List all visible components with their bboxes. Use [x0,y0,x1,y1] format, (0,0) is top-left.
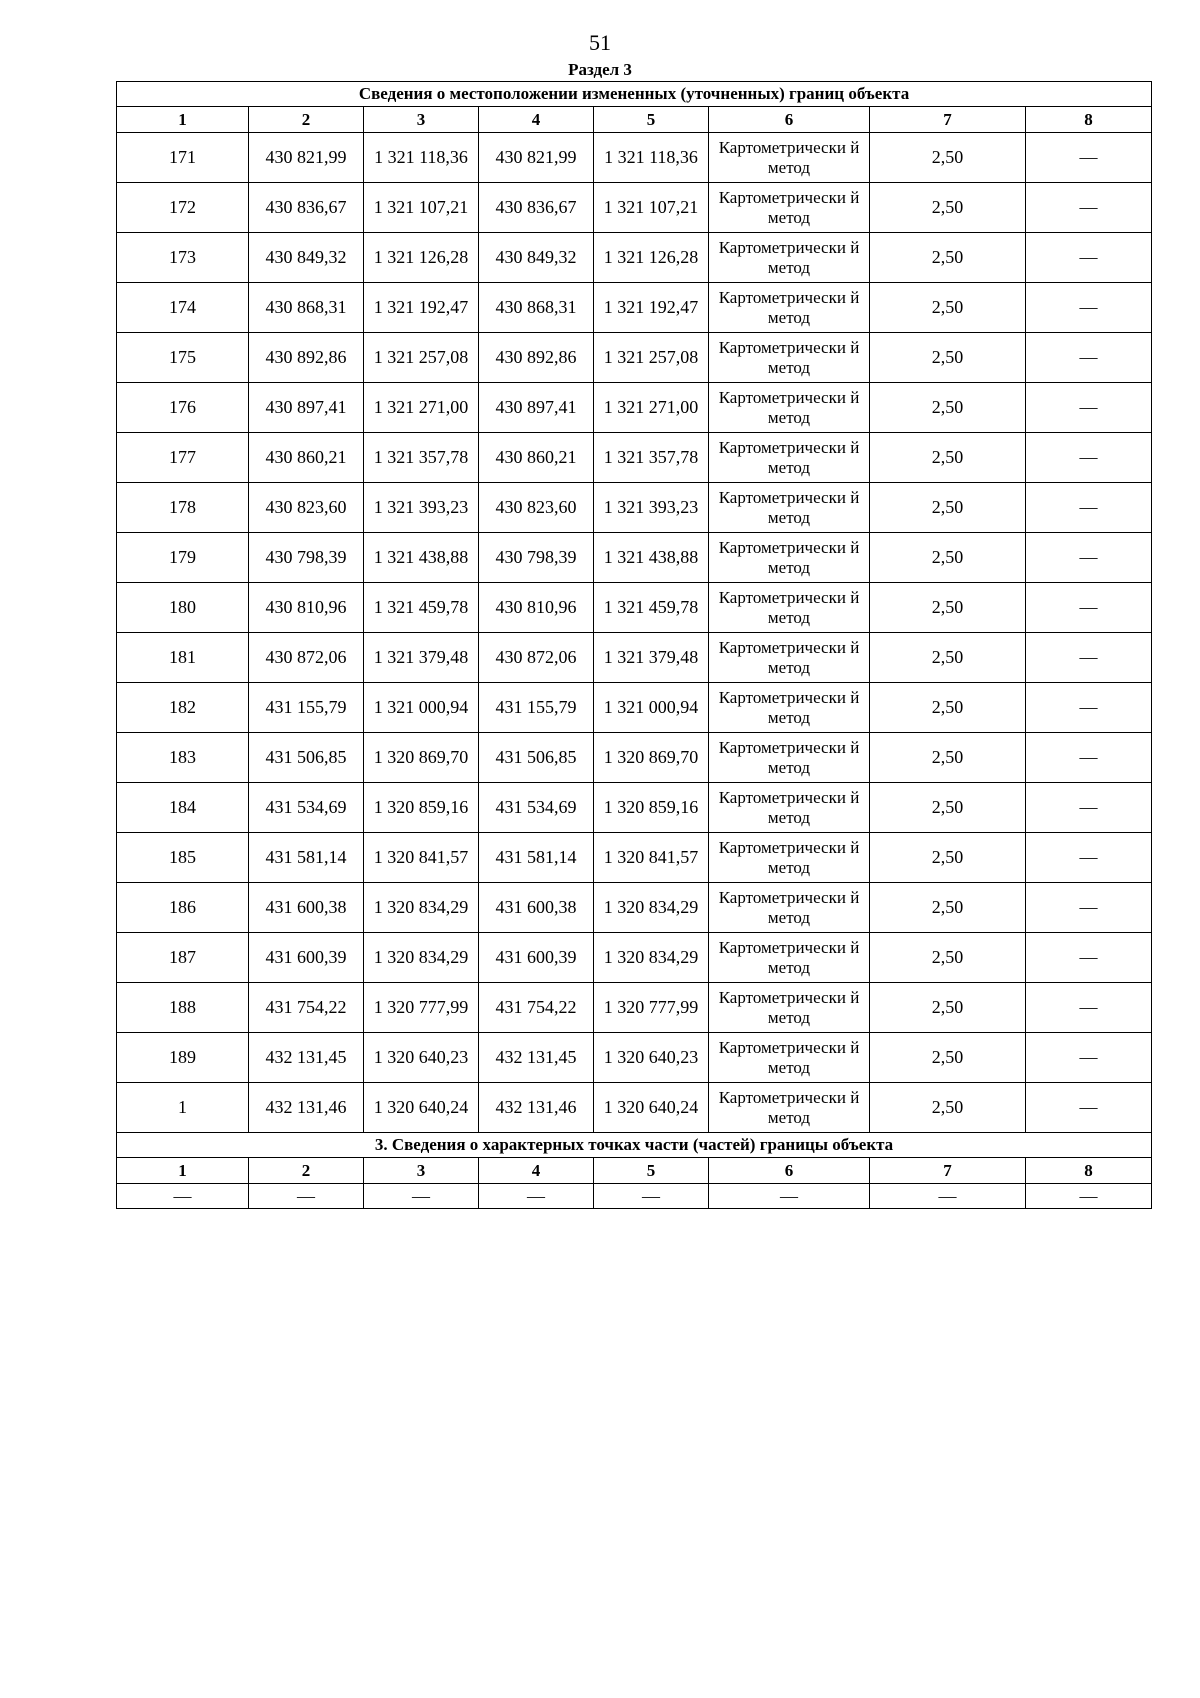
column-number-header: 1 [117,107,249,133]
table-cell: 2,50 [870,983,1026,1033]
table-cell: Картометрически й метод [709,283,870,333]
table-cell: 175 [117,333,249,383]
table-cell: 181 [117,633,249,683]
table-cell: 173 [117,233,249,283]
table-row [117,883,1152,933]
table-cell: — [1026,283,1152,333]
table-cell: 431 506,85 [479,733,594,783]
table-cell: 2,50 [870,783,1026,833]
table-cell: 176 [117,383,249,433]
table-cell: 2,50 [870,933,1026,983]
table-cell: 1 320 859,16 [594,783,709,833]
table-row [117,383,1152,433]
table-cell: 1 321 393,23 [364,483,479,533]
table-cell: 1 320 777,99 [594,983,709,1033]
table-cell: 431 754,22 [249,983,364,1033]
table-cell: 1 321 126,28 [364,233,479,283]
section-title: Раздел 3 [568,60,632,79]
table-row [117,983,1152,1033]
table-cell: Картометрически й метод [709,1083,870,1133]
table-cell: 430 860,21 [249,433,364,483]
table-cell: Картометрически й метод [709,533,870,583]
table-row [117,433,1152,483]
table-cell: 430 868,31 [249,283,364,333]
table1-title: Сведения о местоположении измененных (уточненных) границ объекта [117,82,1152,107]
table-cell: 431 600,38 [249,883,364,933]
table-cell: 1 320 834,29 [364,933,479,983]
column-number-header: 8 [1026,107,1152,133]
table-cell: 1 321 192,47 [594,283,709,333]
table-row [117,233,1152,283]
table-cell: 430 892,86 [249,333,364,383]
table-cell: Картометрически й метод [709,483,870,533]
table-cell: 187 [117,933,249,983]
table-cell: 1 321 000,94 [364,683,479,733]
table-row [117,633,1152,683]
table-cell: 2,50 [870,833,1026,883]
table-cell: 430 849,32 [249,233,364,283]
column-number-header: 1 [117,1158,249,1184]
table-cell: — [1026,183,1152,233]
table-cell: 430 798,39 [249,533,364,583]
table-cell: 171 [117,133,249,183]
table-cell: 178 [117,483,249,533]
column-number-header: 5 [594,1158,709,1184]
table-cell: 431 581,14 [249,833,364,883]
table-cell: 1 [117,1083,249,1133]
table-cell: 2,50 [870,383,1026,433]
table-cell: 1 321 192,47 [364,283,479,333]
table-cell: 2,50 [870,133,1026,183]
table-cell: 430 823,60 [249,483,364,533]
table-cell: 430 849,32 [479,233,594,283]
table-cell: — [1026,583,1152,633]
table-cell: 2,50 [870,1083,1026,1133]
table-cell: — [1026,883,1152,933]
table-cell: — [1026,833,1152,883]
table-cell: — [870,1184,1026,1209]
table-cell: — [709,1184,870,1209]
column-number-header: 7 [870,107,1026,133]
column-number-header: 8 [1026,1158,1152,1184]
table-cell: 2,50 [870,1033,1026,1083]
table-cell: 1 320 869,70 [594,733,709,783]
table-cell: 2,50 [870,683,1026,733]
table-row [117,283,1152,333]
table-cell: 1 320 640,24 [364,1083,479,1133]
table-cell: 2,50 [870,633,1026,683]
table1-title-row [117,82,1152,107]
table-cell: 2,50 [870,483,1026,533]
table-cell: 1 321 271,00 [594,383,709,433]
table-cell: 1 320 834,29 [594,883,709,933]
column-number-header: 7 [870,1158,1026,1184]
table-row [117,133,1152,183]
table-cell: Картометрически й метод [709,333,870,383]
page-number: 51 [589,30,611,55]
table-cell: 1 320 640,23 [364,1033,479,1083]
column-number-header: 3 [364,107,479,133]
table-cell: 431 754,22 [479,983,594,1033]
column-number-header: 6 [709,107,870,133]
table-body [117,82,1152,1209]
table-cell: 430 823,60 [479,483,594,533]
table-cell: Картометрически й метод [709,183,870,233]
table-cell: 2,50 [870,233,1026,283]
table-cell: 431 600,38 [479,883,594,933]
table2-empty-row [117,1184,1152,1209]
table-cell: — [1026,483,1152,533]
table-cell: 1 321 393,23 [594,483,709,533]
table-cell: Картометрически й метод [709,983,870,1033]
table-cell: 1 320 859,16 [364,783,479,833]
table-cell: 430 897,41 [249,383,364,433]
table-cell: — [1026,333,1152,383]
table-cell: — [249,1184,364,1209]
table-cell: Картометрически й метод [709,933,870,983]
table-cell: 430 897,41 [479,383,594,433]
table-cell: 2,50 [870,583,1026,633]
table-cell: 179 [117,533,249,583]
column-number-header: 4 [479,1158,594,1184]
table-cell: 430 821,99 [249,133,364,183]
table-cell: 431 581,14 [479,833,594,883]
table-cell: 432 131,45 [479,1033,594,1083]
table-cell: 431 534,69 [479,783,594,833]
table-cell: 2,50 [870,333,1026,383]
table-cell: 430 892,86 [479,333,594,383]
table-cell: 180 [117,583,249,633]
table-cell: — [1026,1033,1152,1083]
column-number-header: 2 [249,107,364,133]
table-cell: 430 836,67 [479,183,594,233]
table-cell: — [594,1184,709,1209]
table-cell: — [1026,983,1152,1033]
table-cell: Картометрически й метод [709,683,870,733]
table-cell: Картометрически й метод [709,883,870,933]
table-cell: 431 155,79 [249,683,364,733]
table-cell: 1 321 107,21 [364,183,479,233]
table-cell: — [1026,1184,1152,1209]
table-cell: 184 [117,783,249,833]
column-number-header: 4 [479,107,594,133]
table-cell: 2,50 [870,733,1026,783]
table-cell: — [1026,133,1152,183]
table-cell: Картометрически й метод [709,833,870,883]
table-row [117,1033,1152,1083]
table-cell: 430 821,99 [479,133,594,183]
table-cell: 2,50 [870,183,1026,233]
table-cell: 1 320 841,57 [364,833,479,883]
table-cell: — [1026,383,1152,433]
table-cell: 432 131,45 [249,1033,364,1083]
table-cell: 1 321 357,78 [364,433,479,483]
table-cell: 430 860,21 [479,433,594,483]
table-cell: Картометрически й метод [709,1033,870,1083]
table-cell: 1 321 357,78 [594,433,709,483]
table-cell: 431 506,85 [249,733,364,783]
table-cell: 177 [117,433,249,483]
table-cell: 1 321 438,88 [594,533,709,583]
table-row [117,733,1152,783]
table-cell: 432 131,46 [249,1083,364,1133]
table-cell: 1 321 271,00 [364,383,479,433]
table-cell: 189 [117,1033,249,1083]
table-cell: Картометрически й метод [709,433,870,483]
table-cell: — [1026,533,1152,583]
table-cell: Картометрически й метод [709,383,870,433]
table-cell: 1 320 640,23 [594,1033,709,1083]
table-cell: 1 320 869,70 [364,733,479,783]
table-row [117,933,1152,983]
table-cell: 183 [117,733,249,783]
table-cell: Картометрически й метод [709,133,870,183]
table-cell: 430 810,96 [479,583,594,633]
table-cell: 2,50 [870,883,1026,933]
table-row [117,533,1152,583]
table-cell: 430 810,96 [249,583,364,633]
table-cell: 1 321 257,08 [594,333,709,383]
table-cell: 2,50 [870,433,1026,483]
table-cell: 1 321 118,36 [594,133,709,183]
table-cell: — [1026,733,1152,783]
table-cell: 174 [117,283,249,333]
table-cell: 1 321 126,28 [594,233,709,283]
table-cell: 1 321 459,78 [594,583,709,633]
table-cell: — [1026,233,1152,283]
table-cell: 2,50 [870,533,1026,583]
table2-column-numbers [117,1158,1152,1184]
column-number-header: 6 [709,1158,870,1184]
table-row [117,483,1152,533]
table-cell: Картометрически й метод [709,733,870,783]
table-cell: 1 321 438,88 [364,533,479,583]
table-cell: — [1026,1083,1152,1133]
table-cell: — [479,1184,594,1209]
table-cell: 1 320 640,24 [594,1083,709,1133]
table-cell: 431 155,79 [479,683,594,733]
table-cell: 1 321 118,36 [364,133,479,183]
table1-column-numbers [117,107,1152,133]
table-cell: 1 321 257,08 [364,333,479,383]
table-cell: 430 798,39 [479,533,594,583]
table-cell: 430 872,06 [479,633,594,683]
table-cell: Картометрически й метод [709,233,870,283]
table-cell: 1 321 459,78 [364,583,479,633]
table-cell: — [117,1184,249,1209]
table-cell: 1 320 841,57 [594,833,709,883]
table-cell: 1 320 834,29 [594,933,709,983]
table-cell: 172 [117,183,249,233]
table-cell: 2,50 [870,283,1026,333]
table-cell: 432 131,46 [479,1083,594,1133]
table-row [117,583,1152,633]
table-cell: — [1026,683,1152,733]
table-cell: — [364,1184,479,1209]
table-cell: 186 [117,883,249,933]
column-number-header: 5 [594,107,709,133]
table-cell: 182 [117,683,249,733]
table-cell: 1 321 107,21 [594,183,709,233]
table-cell: 185 [117,833,249,883]
table-cell: 430 836,67 [249,183,364,233]
table-cell: Картометрически й метод [709,633,870,683]
table-row [117,333,1152,383]
table-cell: 431 600,39 [249,933,364,983]
table-cell: 1 320 777,99 [364,983,479,1033]
table-cell: 430 868,31 [479,283,594,333]
column-number-header: 3 [364,1158,479,1184]
boundary-table [116,81,1152,1209]
table-cell: — [1026,783,1152,833]
table-cell: 430 872,06 [249,633,364,683]
table-cell: — [1026,933,1152,983]
table-row [117,183,1152,233]
table-cell: 1 321 379,48 [364,633,479,683]
table-cell: 188 [117,983,249,1033]
table-cell: — [1026,633,1152,683]
table-cell: 431 534,69 [249,783,364,833]
table-cell: 431 600,39 [479,933,594,983]
column-number-header: 2 [249,1158,364,1184]
table-cell: Картометрически й метод [709,783,870,833]
table-cell: 1 321 000,94 [594,683,709,733]
table-row [117,833,1152,883]
table-row [117,1083,1152,1133]
table-row [117,783,1152,833]
table2-title: 3. Сведения о характерных точках части (частей) границы объекта [117,1133,1152,1158]
table-cell: — [1026,433,1152,483]
table-cell: 1 320 834,29 [364,883,479,933]
table2-title-row [117,1133,1152,1158]
table-cell: 1 321 379,48 [594,633,709,683]
table-cell: Картометрически й метод [709,583,870,633]
table-row [117,683,1152,733]
